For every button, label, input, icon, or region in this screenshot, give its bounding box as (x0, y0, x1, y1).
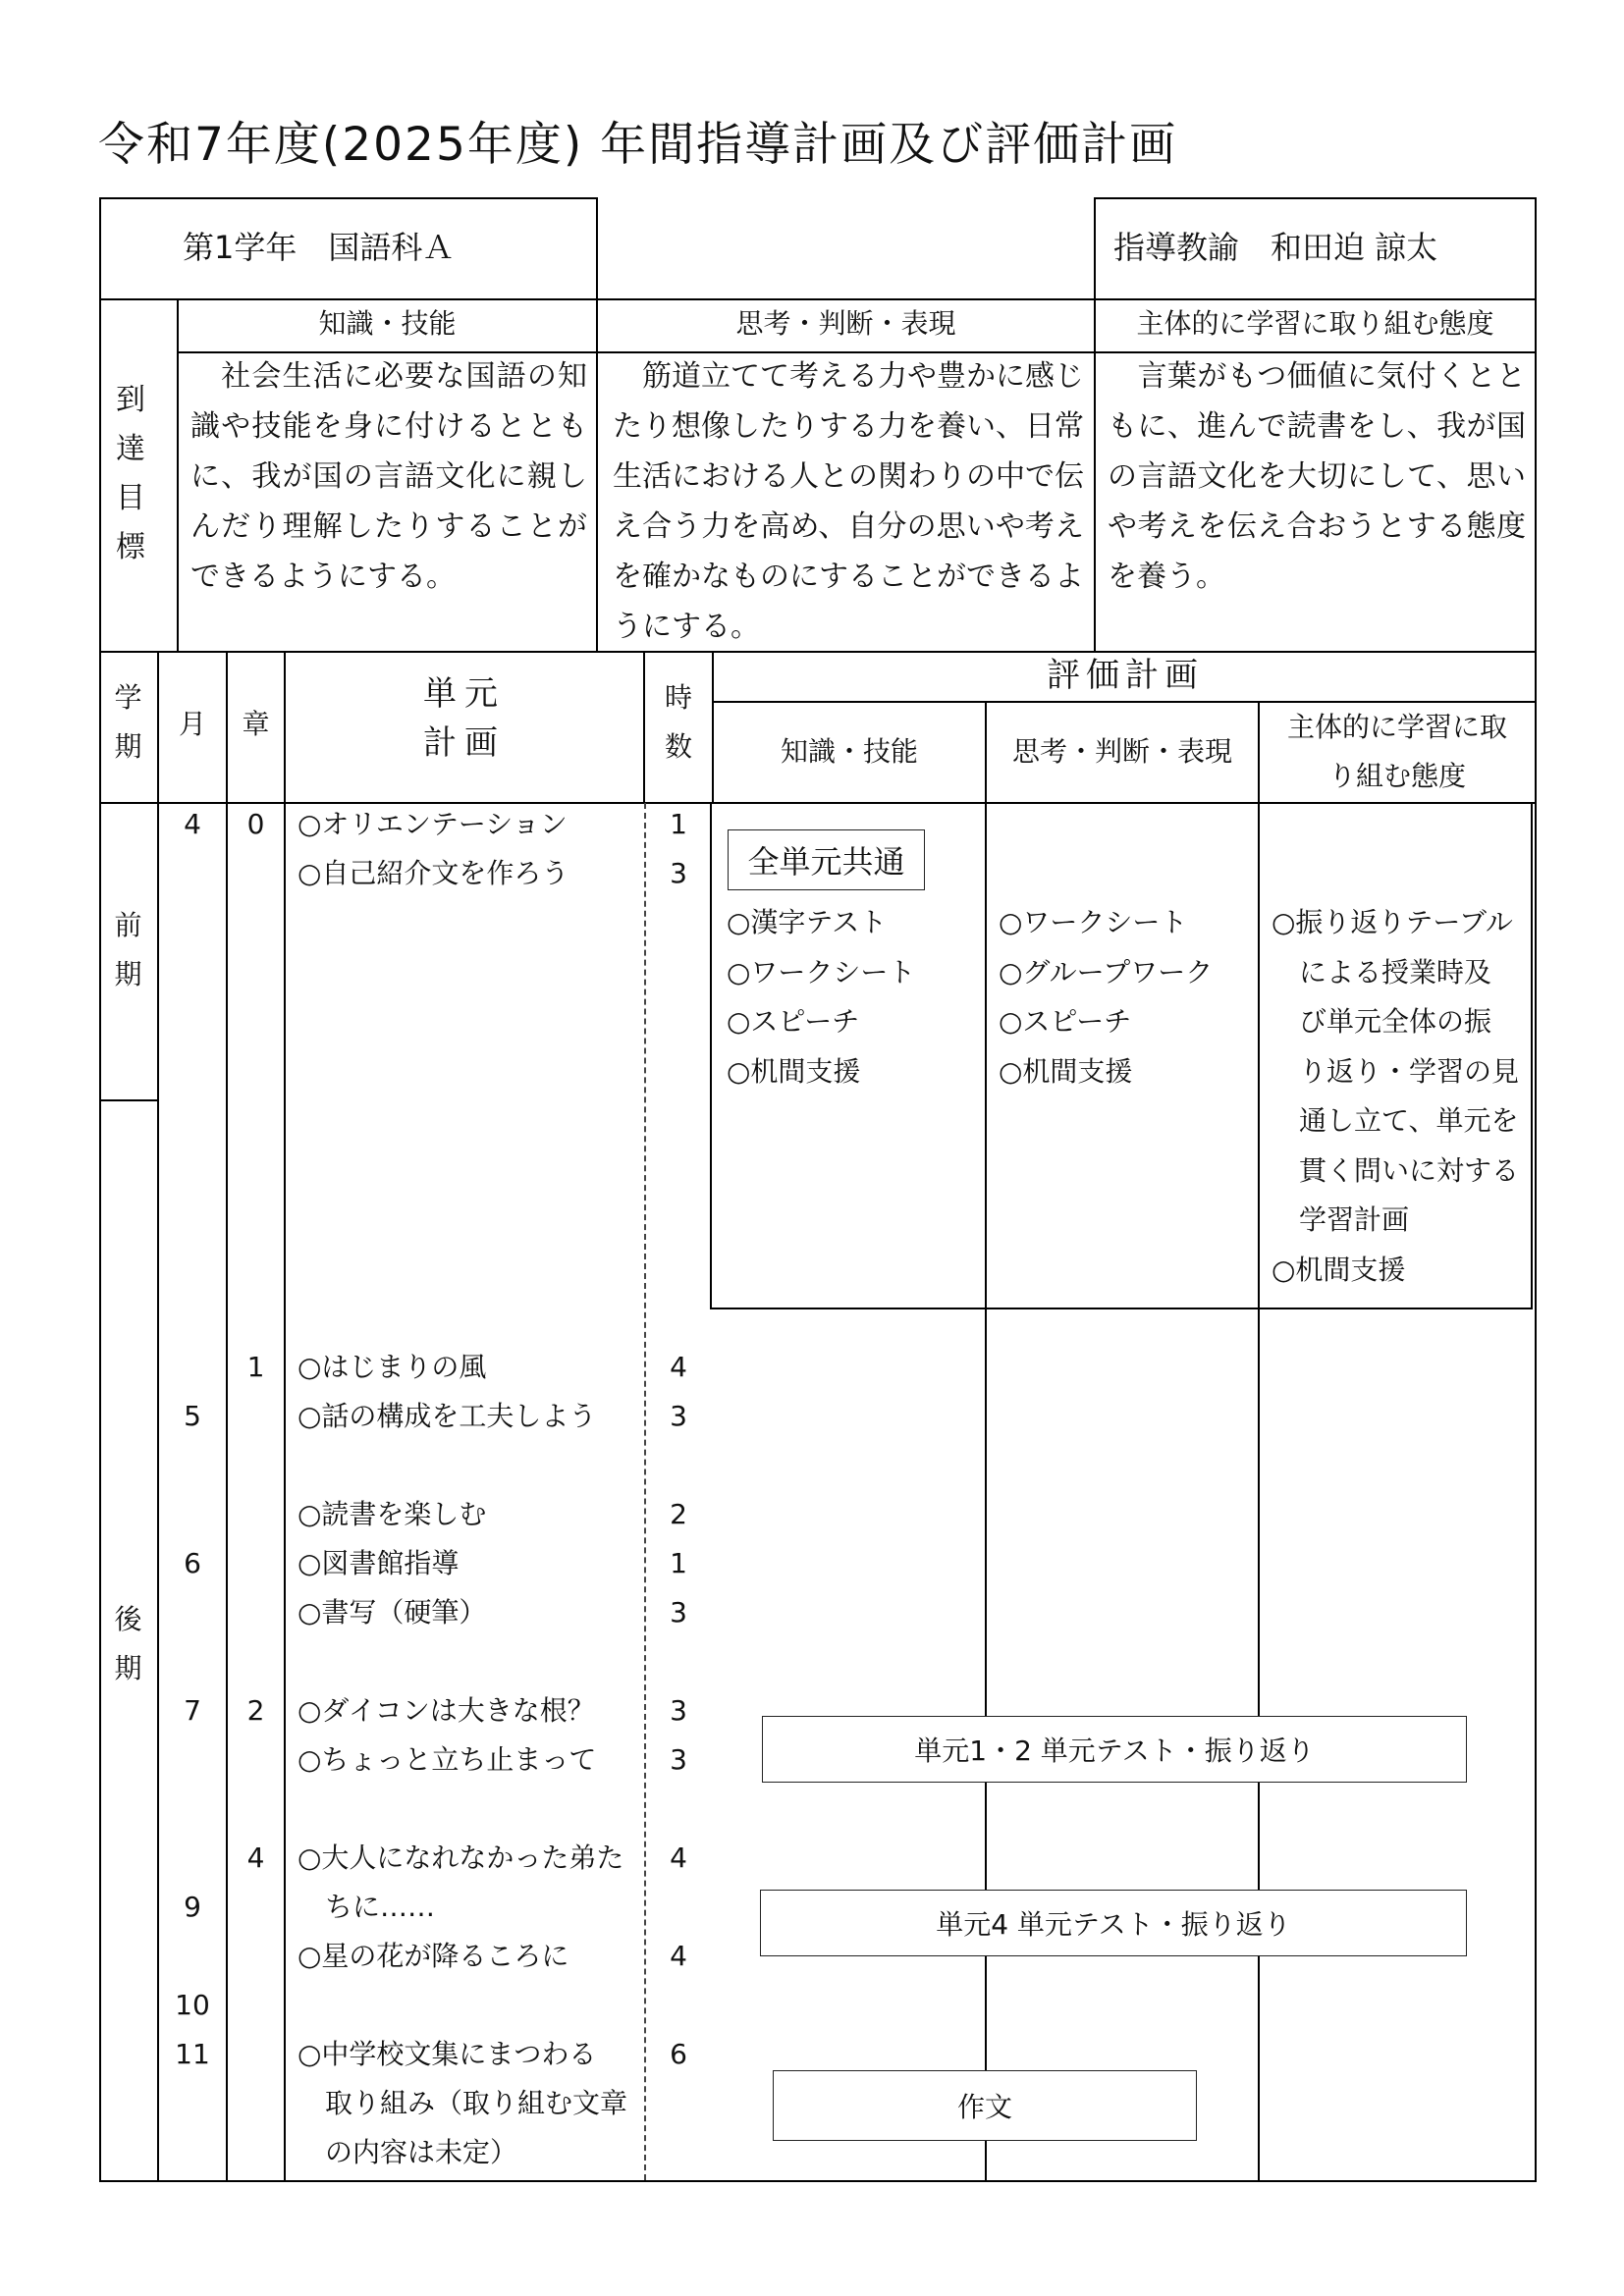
row-unit: ○ダイコンは大きな根？ (298, 1694, 595, 1727)
eval-item: 通し立て、単元を (1272, 1104, 1519, 1137)
row-unit: ○星の花が降るころに (298, 1940, 569, 1972)
common-attitude-list (1272, 898, 1519, 1295)
row-unit: の内容は未定） (298, 2136, 518, 2168)
term-second: 後 期 (114, 1603, 142, 1684)
common-knowledge-list (727, 898, 915, 1096)
eval-item: ○漢字テスト (727, 906, 888, 938)
row-month: 4 (184, 808, 201, 840)
goal-heading-thinking: 思考・判断・表現 (735, 307, 956, 340)
row-chapter: 1 (246, 1351, 265, 1383)
row-month: 10 (175, 1989, 210, 2021)
term-header: 学 期 (114, 681, 142, 763)
row-unit: ○自己紹介文を作ろう (298, 857, 569, 889)
row-hours: 1 (670, 1547, 687, 1579)
eval-item: による授業時及 (1272, 955, 1492, 988)
row-hours: 3 (670, 1400, 687, 1432)
eval-col-thinking: 思考・判断・表現 (1011, 735, 1232, 768)
teacher-name: 指導教諭 和田迫 諒太 (1113, 229, 1438, 266)
eval-item: ○スピーチ (999, 1005, 1132, 1038)
row-chapter: 4 (246, 1842, 265, 1874)
row-unit: ちに…… (298, 1891, 436, 1923)
unit12-test-box: 単元1・2 単元テスト・振り返り (762, 1716, 1467, 1783)
class-name: 第1学年 国語科Ａ (183, 229, 455, 266)
eval-item: り返り・学習の見 (1272, 1054, 1520, 1088)
hours-header: 時 数 (664, 681, 692, 763)
goal-text-attitude: 言葉がもつ価値に気付くとともに、進んで読書をし、我が国の言語文化を大切にして、思いや考えを伝え合おうとする態度を養う。 (1108, 359, 1526, 594)
eval-item: ○振り返りテーブル (1272, 906, 1513, 938)
page-title: 令和7年度(2025年度) 年間指導計画及び評価計画 (98, 118, 1178, 172)
common-thinking-list (999, 898, 1213, 1096)
row-hours: 3 (670, 1596, 687, 1629)
row-unit: ○中学校文集にまつわる (298, 2038, 597, 2070)
goal-text-knowledge: 社会生活に必要な国語の知識や技能を身に付けるとともに、我が国の言語文化に親しんだり理解したりすることができるようにする。 (190, 359, 587, 594)
row-unit: ○書写（硬筆） (298, 1596, 487, 1629)
row-month: 7 (184, 1694, 201, 1727)
goal-heading-knowledge: 知識・技能 (318, 307, 457, 340)
eval-item: 貫く問いに対する (1272, 1153, 1520, 1187)
row-unit: ○はじまりの風 (298, 1351, 487, 1383)
row-month: 6 (184, 1547, 201, 1579)
row-unit: ○図書館指導 (298, 1547, 460, 1579)
row-month: 11 (175, 2038, 210, 2070)
row-hours: 1 (670, 808, 687, 840)
row-hours: 3 (670, 1694, 687, 1727)
eval-col-attitude: 主体的に学習に取 り組む態度 (1286, 711, 1507, 792)
row-chapter: 0 (246, 808, 265, 840)
row-hours: 4 (670, 1842, 687, 1874)
row-month: 5 (184, 1400, 201, 1432)
eval-item: ○机間支援 (1272, 1253, 1406, 1286)
eval-item: ○ワークシート (727, 955, 916, 988)
row-unit: ○ちょっと立ち止まって (298, 1743, 597, 1776)
eval-item: び単元全体の振 (1272, 1005, 1492, 1038)
row-chapter: 2 (246, 1694, 265, 1727)
goal-heading-attitude: 主体的に学習に取り組む態度 (1136, 307, 1494, 340)
row-hours: 3 (670, 1743, 687, 1776)
eval-item: ○ワークシート (999, 906, 1188, 938)
essay-box: 作文 (773, 2070, 1197, 2141)
eval-plan-header: 評価計画 (1047, 656, 1204, 695)
month-header: 月 (178, 708, 206, 740)
eval-item: ○机間支援 (999, 1054, 1133, 1088)
row-hours: 6 (670, 2038, 687, 2070)
unit4-test-box: 単元4 単元テスト・振り返り (760, 1890, 1467, 1956)
eval-item: ○スピーチ (727, 1005, 860, 1038)
eval-item: ○グループワーク (999, 955, 1214, 988)
row-hours: 4 (670, 1940, 687, 1972)
row-unit: ○話の構成を工夫しよう (298, 1400, 597, 1432)
term-first: 前 期 (114, 909, 142, 990)
row-month: 9 (184, 1891, 201, 1923)
eval-item: 学習計画 (1272, 1203, 1410, 1236)
row-hours: 4 (670, 1351, 687, 1383)
eval-col-knowledge: 知識・技能 (780, 735, 918, 768)
common-label: 全単元共通 (728, 829, 925, 890)
goal-text-thinking: 筋道立てて考える力や豊かに感じたり想像したりする力を養い、日常生活における人との関わりの中で伝え合う力を高め、自分の思いや考えを確かなものにすることができるようにする。 (613, 359, 1084, 644)
row-unit: ○大人になれなかった弟た (298, 1842, 624, 1874)
row-unit: ○読書を楽しむ (298, 1498, 487, 1530)
row-hours: 2 (670, 1498, 687, 1530)
row-hours: 3 (670, 857, 687, 889)
row-unit: ○オリエンテーション (298, 808, 568, 840)
chapter-header: 章 (242, 708, 270, 740)
eval-item: ○机間支援 (727, 1054, 861, 1088)
unit-plan-header: 単元 計画 (423, 674, 506, 763)
row-unit: 取り組み（取り組む文章 (298, 2087, 628, 2119)
